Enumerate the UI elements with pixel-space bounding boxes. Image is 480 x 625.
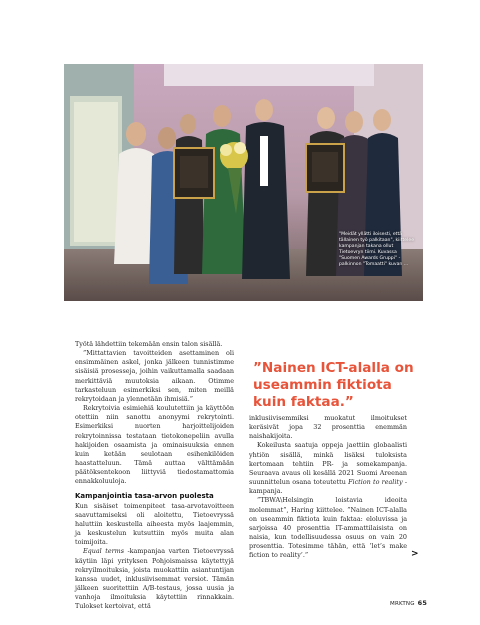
- paragraph: [249, 441, 407, 496]
- photo-caption: "Meidät yllätti iloisesti, että tällainen työ palkitaan", kiittelee kampanjan takana ollut Tietoevryn tiimi. Kuvassa "Suomen Awards Gruppi" -palkinnon "Tomaatti" kuvan ...: [339, 232, 415, 267]
- group-photo: [64, 64, 423, 301]
- paragraph: Työtä lähdettiin tekemään ensin talon sisällä.: [75, 340, 223, 348]
- magazine-name: MRKTNG: [390, 601, 415, 607]
- paragraph: Rekrytoivia esimiehiä koulutettiin ja käyttöön otettiin niin sanottu anonyymi rekrytointi. Esimerkiksi nuorten harjoittelijoiden rekrytoinnissa testataan tietokonepeliin avulla hakijoiden osaamista ja ominaisuuksia ennen kuin ketään seulotaan esihenkilöiden haastatteluun. Tämä auttaa välttämään päätöksentekoon liittyviä tiedostamattomia ennakkoluuloja.: [75, 404, 234, 486]
- paragraph: Kun sisäiset toimenpiteet tasa-arvotavoitteen saavuttamiseksi oli aloitettu, Tietoevryssä haluttiin keskustella aiheesta myös laajemmin, ja keskustelun kutsuttiin myös muita alan toimijoita.: [75, 501, 234, 547]
- page-footer: [390, 599, 427, 607]
- article-right-column: [249, 414, 407, 561]
- paragraph-text: Kokeilusta saatuja oppeja jaettiin globaalisti yhtiön sisällä, minkä lisäksi tuloksista kertomaan tehtiin PR- ja somekampanja. Seuraava avaus oli kesällä 2021 Suomi Areenan suunnittelun osana toteutettu: [249, 441, 407, 487]
- campaign-name: Equal terms: [83, 547, 124, 556]
- page-number: 65: [417, 599, 428, 607]
- pull-quote: ”Nainen ICT-alalla on useammin fiktiota kuin faktaa.”: [253, 360, 414, 410]
- campaign-name: Fiction to reality: [348, 478, 403, 487]
- paragraph-text: -kampanjaa varten Tietoevryssä käytiin läpi yrityksen Pohjoismaissa käytettyjä rekryilmoituksia, joista muokattiin asiantuntijan kanssa uudet, inklusiivisemmat versiot. Tämän jälkeen suoritettiin A/B-testaus, jossa uusia ja vanhoja ilmoituksia käytettiin rinnakkain. Tulokset kertoivat, että: [75, 547, 234, 611]
- paragraph: [75, 547, 234, 611]
- section-heading: Kampanjointia tasa-arvon puolesta: [75, 491, 214, 500]
- paragraph-text: -kampanja.: [249, 478, 407, 496]
- article-left-column: [75, 340, 234, 612]
- continue-arrow-icon: >: [411, 549, 419, 559]
- paragraph: ”Mittattavien tavoitteiden asettaminen oli ensimmäinen askel, jonka jälkeen tunnistimme sisäisiä prosesseja, joihin vaikuttamalla saadaan merkittäviä muutoksia aikaan. Otimme tarkasteluun esimerkiksi sen, miten meillä rekrytoidaan ja ylennetään ihmisiä.”: [75, 349, 234, 403]
- paragraph: ”TBWA\Helsingin loistavia ideoita molemmat”, Haring kiittelee. ”Nainen ICT-alalla on useammin fiktiota kuin faktaa: eloluvissa ja sarjoissa 40 prosenttia IT-ammattilaisista on naisia, kun todellisuudessa osuus on vain 20 prosenttia. Totesimme tähän, että ’let’s make fiction to reality’.”: [249, 496, 407, 560]
- paragraph: inklusiivisemmiksi muokatut ilmoitukset keräsivät jopa 32 prosenttia enemmän naishakijoita.: [249, 414, 407, 441]
